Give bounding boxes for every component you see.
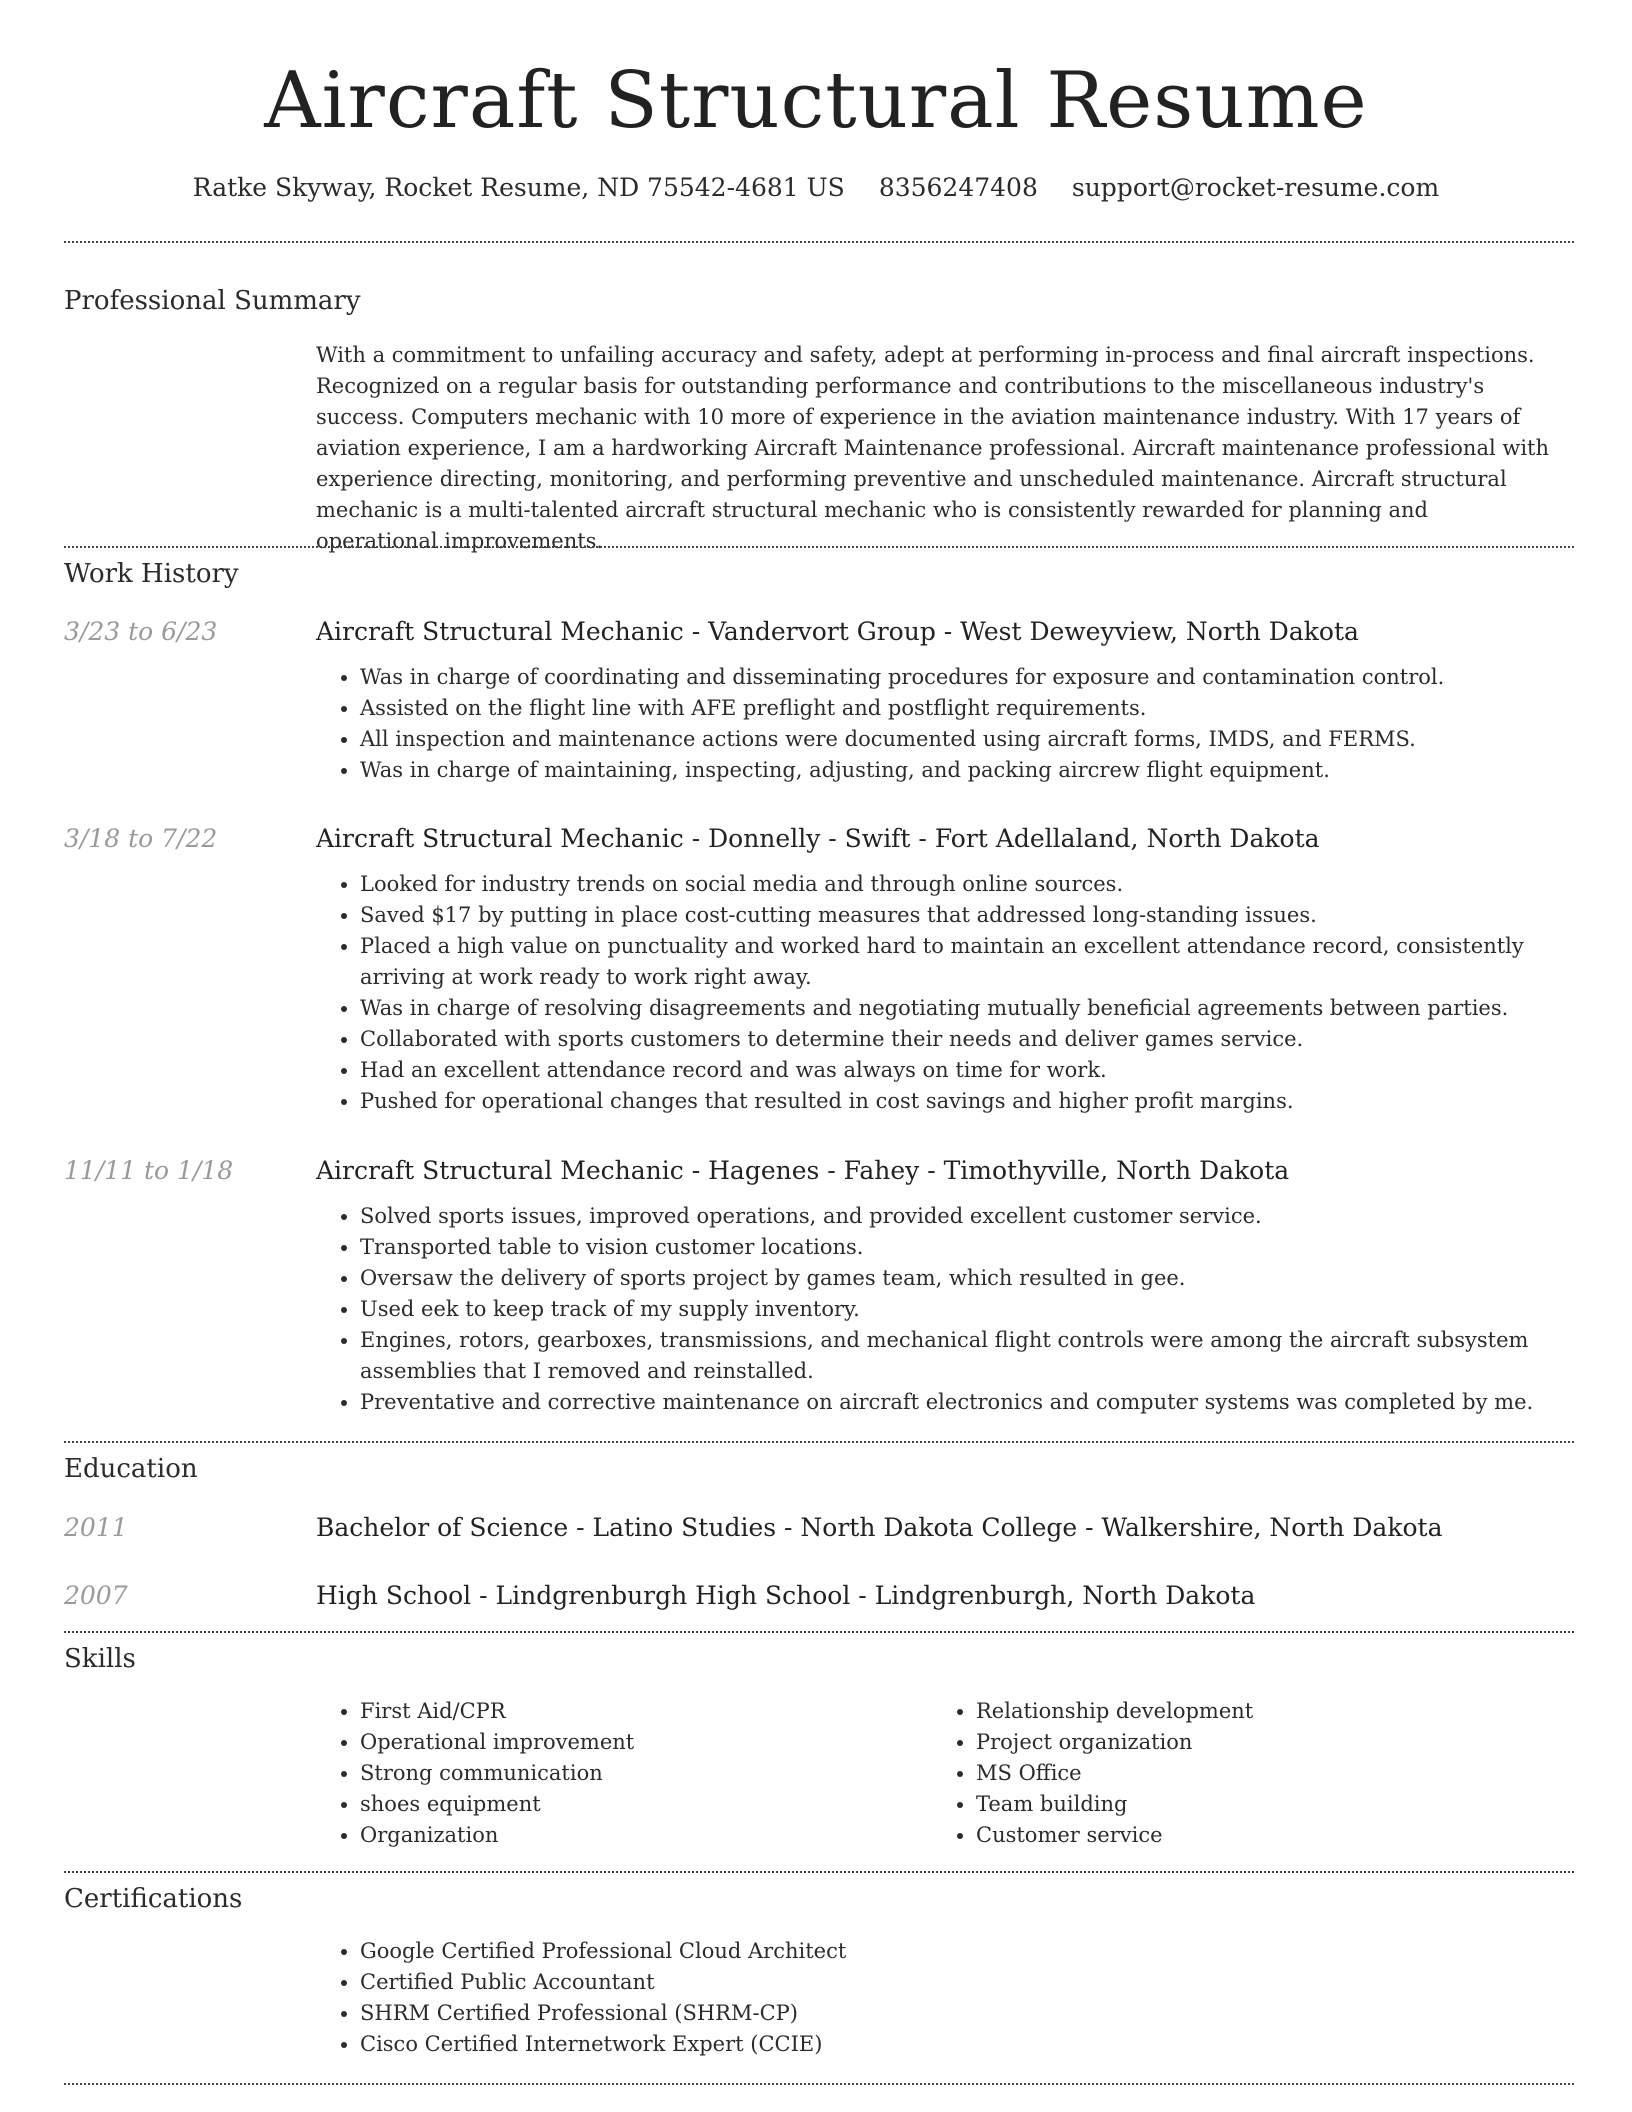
certification-item: • SHRM Certified Professional (SHRM-CP) <box>360 1998 1560 2029</box>
education-degree: Bachelor of Science - Latino Studies - North Dakota College - Walkershire, North Dakota <box>316 1513 1443 1542</box>
job-title: Aircraft Structural Mechanic - Donnelly - Swift - Fort Adellaland, North Dakota <box>316 824 1320 853</box>
job-bullet: • Transported table to vision customer locations. <box>360 1232 1600 1263</box>
job-bullet: • Was in charge of maintaining, inspecting, adjusting, and packing aircrew flight equipment. <box>360 755 1600 786</box>
section-heading-work: Work History <box>64 559 239 589</box>
job-dates: 3/18 to 7/22 <box>64 824 218 853</box>
certification-item: • Google Certified Professional Cloud Architect <box>360 1936 1560 1967</box>
divider <box>64 1871 1574 1873</box>
section-heading-skills: Skills <box>64 1644 136 1674</box>
contact-address: Ratke Skyway, Rocket Resume, ND 75542-4681 US <box>192 173 845 202</box>
job-bullet: • Pushed for operational changes that resulted in cost savings and higher profit margins. <box>360 1086 1600 1117</box>
job-bullet: • Was in charge of coordinating and disseminating procedures for exposure and contamination control. <box>360 662 1600 693</box>
section-heading-certifications: Certifications <box>64 1884 243 1914</box>
job-dates: 11/11 to 1/18 <box>64 1156 234 1185</box>
education-year: 2011 <box>64 1513 128 1542</box>
job-bullet: • Had an excellent attendance record and was always on time for work. <box>360 1055 1600 1086</box>
job-bullet: • All inspection and maintenance actions were documented using aircraft forms, IMDS, and FERMS. <box>360 724 1600 755</box>
job-bullet: • Assisted on the flight line with AFE preflight and postflight requirements. <box>360 693 1600 724</box>
certification-item: • Certified Public Accountant <box>360 1967 1560 1998</box>
skill-item: • First Aid/CPR <box>360 1696 920 1727</box>
section-heading-summary: Professional Summary <box>64 286 361 316</box>
skills-list-right <box>932 1696 1536 1851</box>
skill-item: • Customer service <box>976 1820 1536 1851</box>
skill-item: • Organization <box>360 1820 920 1851</box>
skill-item: • Strong communication <box>360 1758 920 1789</box>
divider <box>64 241 1574 243</box>
job-bullet: • Saved $17 by putting in place cost-cutting measures that addressed long-standing issues. <box>360 900 1600 931</box>
divider <box>64 2083 1574 2085</box>
job-dates: 3/23 to 6/23 <box>64 617 218 646</box>
job-bullet: • Used eek to keep track of my supply inventory. <box>360 1294 1600 1325</box>
skill-item: • shoes equipment <box>360 1789 920 1820</box>
contact-email: support@rocket-resume.com <box>1071 173 1440 202</box>
job-bullet: • Collaborated with sports customers to determine their needs and deliver games service. <box>360 1024 1600 1055</box>
skill-item: • Project organization <box>976 1727 1536 1758</box>
contact-phone: 8356247408 <box>878 173 1038 202</box>
contact-line <box>0 168 1632 208</box>
skill-item: • Team building <box>976 1789 1536 1820</box>
skill-item: • Relationship development <box>976 1696 1536 1727</box>
job-bullet: • Preventative and corrective maintenance on aircraft electronics and computer systems was completed by me. <box>360 1387 1600 1418</box>
job-bullet: • Oversaw the delivery of sports project by games team, which resulted in gee. <box>360 1263 1600 1294</box>
education-degree: High School - Lindgrenburgh High School - Lindgrenburgh, North Dakota <box>316 1581 1256 1610</box>
skill-item: • Operational improvement <box>360 1727 920 1758</box>
certifications-list <box>316 1936 1560 2060</box>
divider <box>64 1631 1574 1633</box>
job-bullets <box>316 662 1600 786</box>
skill-item: • MS Office <box>976 1758 1536 1789</box>
resume-title: Aircraft Structural Resume <box>264 56 1368 146</box>
job-bullets <box>316 1201 1600 1418</box>
job-title: Aircraft Structural Mechanic - Vandervort Group - West Deweyview, North Dakota <box>316 617 1359 646</box>
divider <box>64 1441 1574 1443</box>
job-bullet: • Looked for industry trends on social media and through online sources. <box>360 869 1600 900</box>
job-bullets <box>316 869 1600 1117</box>
divider <box>64 546 1574 548</box>
certification-item: • Cisco Certified Internetwork Expert (CCIE) <box>360 2029 1560 2060</box>
job-bullet: • Engines, rotors, gearboxes, transmissions, and mechanical flight controls were among the aircraft subsystem assemblies that I removed and reinstalled. <box>360 1325 1600 1387</box>
education-year: 2007 <box>64 1581 128 1610</box>
skills-list-left <box>316 1696 920 1851</box>
job-bullet: • Was in charge of resolving disagreements and negotiating mutually beneficial agreements between parties. <box>360 993 1600 1024</box>
section-heading-education: Education <box>64 1454 198 1484</box>
summary-text: With a commitment to unfailing accuracy and safety, adept at performing in-process and final aircraft inspections. Recognized on a regular basis for outstanding performance and contributions to the miscellaneous industry's success. Computers mechanic with 10 more of experience in the aviation maintenance industry. With 17 years of aviation experience, I am a hardworking Aircraft Maintenance professional. Aircraft maintenance professional with experience directing, monitoring, and performing preventive and unscheduled maintenance. Aircraft structural mechanic is a multi-talented aircraft structural mechanic who is consistently rewarded for planning and operational improvements. <box>316 343 1550 553</box>
job-title: Aircraft Structural Mechanic - Hagenes - Fahey - Timothyville, North Dakota <box>316 1156 1290 1185</box>
job-bullet: • Placed a high value on punctuality and worked hard to maintain an excellent attendance record, consistently arriving at work ready to work right away. <box>360 931 1600 993</box>
job-bullet: • Solved sports issues, improved operations, and provided excellent customer service. <box>360 1201 1600 1232</box>
